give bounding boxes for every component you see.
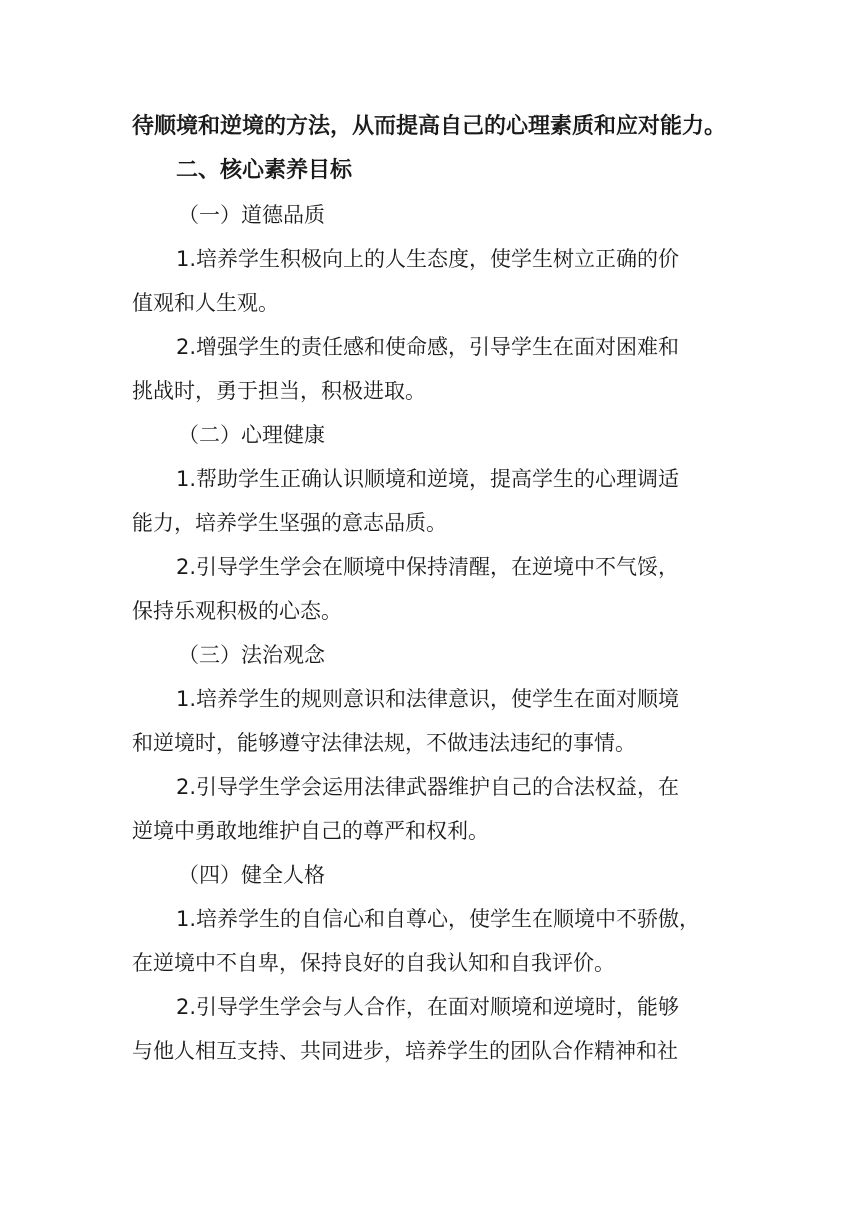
paragraph-4-2: [132, 985, 732, 1073]
paragraph-line-first: 2.增强学生的责任感和使命感，引导学生在面对困难和: [176, 335, 680, 359]
paragraph-line-continued: 值观和人生观。: [132, 291, 279, 315]
subsection-heading-4: （四）健全人格: [178, 863, 325, 887]
paragraph-3-2: [132, 765, 732, 853]
paragraph-3-1: [132, 677, 732, 765]
paragraph-line-continued: 和逆境时，能够遵守法律法规，不做违法违纪的事情。: [132, 731, 636, 755]
paragraph-1-2: [132, 325, 732, 413]
subsection-heading-3: （三）法治观念: [178, 643, 325, 667]
intro-tail-paragraph: 待顺境和逆境的方法，从而提高自己的心理素质和应对能力。: [132, 114, 727, 139]
subsection-heading-1: （一）道德品质: [178, 203, 325, 227]
paragraph-line-first: 2.引导学生学会运用法律武器维护自己的合法权益，在: [176, 775, 680, 799]
paragraph-line-first: 2.引导学生学会在顺境中保持清醒，在逆境中不气馁，: [176, 555, 680, 579]
paragraph-line-continued: 保持乐观积极的心态。: [132, 599, 342, 623]
paragraph-1-1: [132, 237, 732, 325]
paragraph-2-1: [132, 457, 732, 545]
subsection-heading-2: （二）心理健康: [178, 423, 325, 447]
paragraph-line-continued: 在逆境中不自卑，保持良好的自我认知和自我评价。: [132, 951, 615, 975]
section-heading: 二、核心素养目标: [176, 158, 353, 183]
paragraph-line-continued: 挑战时，勇于担当，积极进取。: [132, 379, 426, 403]
paragraph-line-continued: 逆境中勇敢地维护自己的尊严和权利。: [132, 819, 489, 843]
paragraph-line-first: 1.帮助学生正确认识顺境和逆境，提高学生的心理调适: [176, 467, 680, 491]
paragraph-line-continued: 与他人相互支持、共同进步，培养学生的团队合作精神和社: [132, 1039, 678, 1063]
paragraph-line-first: 2.引导学生学会与人合作，在面对顺境和逆境时，能够: [176, 995, 680, 1019]
paragraph-line-continued: 能力，培养学生坚强的意志品质。: [132, 511, 447, 535]
paragraph-2-2: [132, 545, 732, 633]
paragraph-4-1: [132, 897, 732, 985]
paragraph-line-first: 1.培养学生的规则意识和法律意识，使学生在面对顺境: [176, 687, 680, 711]
paragraph-line-first: 1.培养学生的自信心和自尊心，使学生在顺境中不骄傲，: [176, 907, 701, 931]
paragraph-line-first: 1.培养学生积极向上的人生态度，使学生树立正确的价: [176, 247, 680, 271]
document-body: [132, 105, 732, 1073]
